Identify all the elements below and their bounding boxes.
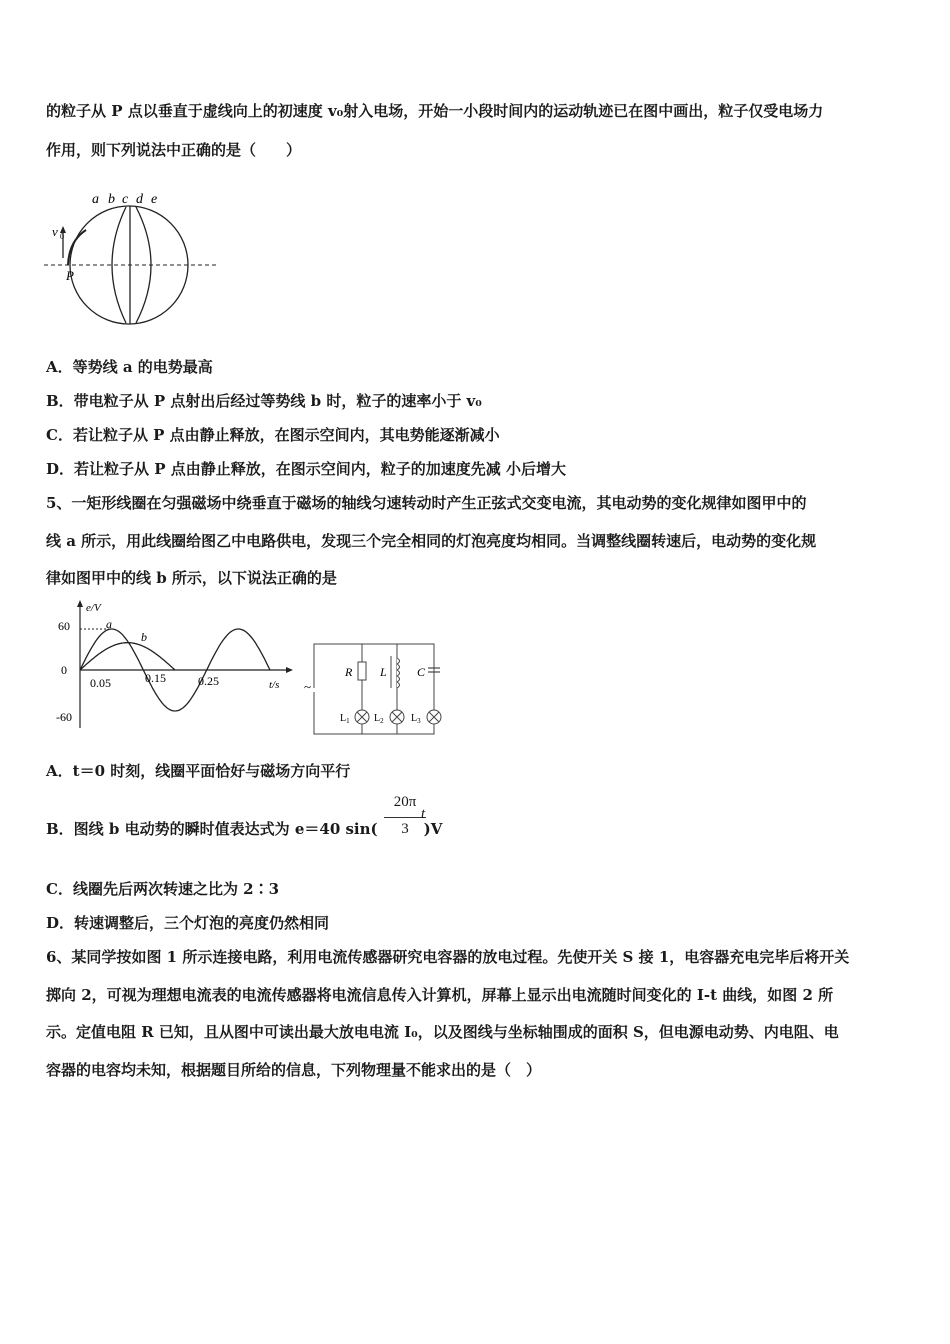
q6-stem-line-1: 6、某同学按如图 1 所示连接电路，利用电流传感器研究电容器的放电过程。先使开关 S 接 1，电容器充电完毕后将开关	[46, 948, 850, 966]
q4-equipotential-figure	[40, 186, 230, 326]
label-c: C	[417, 665, 426, 679]
inductor-l	[397, 658, 400, 688]
q5-option-a: A．t＝0 时刻，线圈平面恰好与磁场方向平行	[46, 762, 351, 780]
label-v-sub: 0	[60, 232, 64, 241]
q5-option-b	[46, 819, 442, 839]
q5-option-b-prefix: B．图线 b 电动势的瞬时值表达式为 e＝40 sin(	[46, 820, 378, 838]
fraction-bar	[384, 817, 426, 818]
y-tick-60: 60	[58, 619, 70, 633]
fraction-variable: t	[421, 806, 426, 822]
chart-ylabel: e/V	[86, 602, 101, 614]
q6-stem-line-3: 示。定值电阻 R 已知，且从图中可读出最大放电电流 I₀，以及图线与坐标轴围成的面积 S，但电源电动势、内电阻、电	[46, 1023, 839, 1041]
chart-x-axis-arrow	[286, 667, 293, 673]
label-b: b	[108, 192, 115, 207]
series-a-label: a	[106, 617, 112, 631]
q5-circuit-diagram	[300, 636, 450, 740]
label-v: v	[52, 224, 58, 239]
label-r: R	[345, 665, 353, 679]
series-b-label: b	[141, 630, 147, 644]
q4-option-d: D．若让粒子从 P 点由静止释放，在图示空间内，粒子的加速度先减 小后增大	[46, 460, 566, 478]
q5-stem-line-3: 律如图甲中的线 b 所示，以下说法正确的是	[46, 569, 337, 587]
label-c: c	[122, 192, 129, 207]
fraction-numerator: 20π	[393, 794, 417, 810]
y-tick-0: 0	[61, 663, 67, 677]
resistor-r	[358, 662, 366, 680]
q6-stem-line-4: 容器的电容均未知，根据题目所给的信息，下列物理量不能求出的是（ ）	[46, 1061, 542, 1079]
q5-option-c: C．线圈先后两次转速之比为 2∶3	[46, 880, 280, 898]
x-tick-015: 0.15	[145, 671, 166, 685]
label-l: L	[380, 665, 387, 679]
q5-stem-line-1: 5、一矩形线圈在匀强磁场中绕垂直于磁场的轴线匀速转动时产生正弦式交变电流，其电动势的变化规律如图甲中的	[46, 494, 807, 512]
label-e: e	[151, 192, 158, 207]
lamp-1-label: $L_1$	[340, 713, 350, 725]
q4-stem-line-2: 作用，则下列说法中正确的是（ ）	[46, 141, 302, 159]
q5-option-d: D．转速调整后，三个灯泡的亮度仍然相同	[46, 914, 330, 932]
chart-xlabel: t/s	[269, 679, 280, 691]
q6-stem-line-2: 掷向 2，可视为理想电流表的电流传感器将电流信息传入计算机，屏幕上显示出电流随时间变化的 I-t 曲线，如图 2 所	[46, 986, 834, 1004]
label-a: a	[92, 192, 99, 207]
q4-stem-line-1: 的粒子从 P 点以垂直于虚线向上的初速度 v₀射入电场，开始一小段时间内的运动轨迹已在图中画出，粒子仅受电场力	[46, 102, 824, 120]
q4-option-a: A．等势线 a 的电势最高	[46, 358, 213, 376]
lamp-3-label: $L_3$	[411, 713, 421, 725]
label-d: d	[136, 192, 143, 207]
q5-emf-chart	[46, 598, 296, 733]
q4-option-c: C．若让粒子从 P 点由静止释放，在图示空间内，其电势能逐渐减小	[46, 426, 500, 444]
q4-option-b: B．带电粒子从 P 点射出后经过等势线 b 时，粒子的速率小于 v₀	[46, 392, 482, 410]
y-tick-neg60: -60	[56, 710, 72, 724]
q5-option-b-suffix: )V	[423, 820, 443, 838]
fraction-denominator: 3	[401, 821, 409, 837]
ac-source-symbol: ~	[304, 679, 312, 694]
q5-stem-line-2: 线 a 所示，用此线圈给图乙中电路供电，发现三个完全相同的灯泡亮度均相同。当调整线圈转速后，电动势的变化规	[46, 532, 817, 550]
label-p: P	[66, 268, 74, 283]
lamp-2-label: $L_2$	[374, 713, 384, 725]
x-tick-005: 0.05	[90, 676, 111, 690]
series-b-line	[80, 643, 175, 670]
chart-y-axis-arrow	[77, 600, 83, 607]
x-tick-025: 0.25	[198, 674, 219, 688]
